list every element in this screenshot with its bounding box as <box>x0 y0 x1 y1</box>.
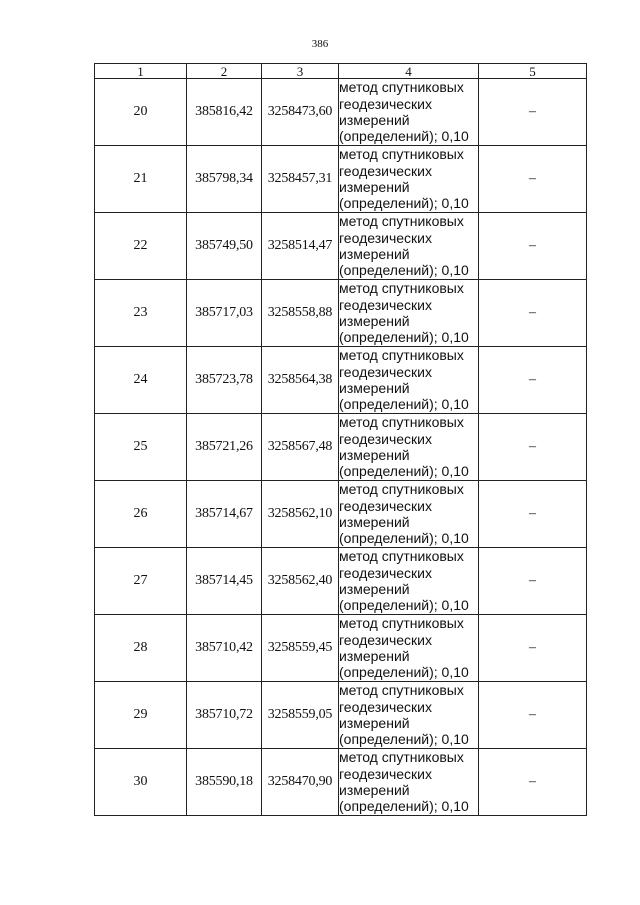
method-cell <box>339 615 479 682</box>
column-5-cell: – <box>479 213 587 280</box>
x-coordinate-cell: 385710,72 <box>187 682 262 749</box>
column-5-cell: – <box>479 280 587 347</box>
method-line: (определений); 0,10 <box>339 731 469 748</box>
method-line: метод спутниковых <box>339 548 464 565</box>
method-line: (определений); 0,10 <box>339 128 469 145</box>
y-coordinate-cell: 3258559,05 <box>262 682 339 749</box>
column-5-cell: – <box>479 481 587 548</box>
y-coordinate-cell: 3258558,88 <box>262 280 339 347</box>
y-coordinate-cell: 3258559,45 <box>262 615 339 682</box>
point-number-cell: 26 <box>95 481 187 548</box>
method-line: измерений <box>339 648 410 664</box>
x-coordinate-cell: 385714,45 <box>187 548 262 615</box>
table-row <box>95 280 587 347</box>
method-line: (определений); 0,10 <box>339 329 469 346</box>
method-line: измерений <box>339 112 410 128</box>
method-cell <box>339 481 479 548</box>
method-line: измерений <box>339 447 410 463</box>
method-cell <box>339 548 479 615</box>
point-number-cell: 22 <box>95 213 187 280</box>
method-line: измерений <box>339 380 410 396</box>
column-5-cell: – <box>479 548 587 615</box>
method-line: метод спутниковых <box>339 280 464 297</box>
method-line: метод спутниковых <box>339 79 464 96</box>
point-number-cell: 23 <box>95 280 187 347</box>
column-header-3: 3 <box>262 64 339 79</box>
column-5-cell: – <box>479 146 587 213</box>
x-coordinate-cell: 385710,42 <box>187 615 262 682</box>
method-line: геодезических <box>339 430 432 447</box>
method-line: геодезических <box>339 229 432 246</box>
method-line: геодезических <box>339 363 432 380</box>
x-coordinate-cell: 385723,78 <box>187 347 262 414</box>
x-coordinate-cell: 385816,42 <box>187 79 262 146</box>
x-coordinate-cell: 385717,03 <box>187 280 262 347</box>
page-number: 386 <box>311 38 329 50</box>
table-row <box>95 749 587 816</box>
method-cell <box>339 213 479 280</box>
method-line: измерений <box>339 715 410 731</box>
method-line: измерений <box>339 782 410 798</box>
column-header-2: 2 <box>187 64 262 79</box>
y-coordinate-cell: 3258562,10 <box>262 481 339 548</box>
method-line: геодезических <box>339 631 432 648</box>
table-row <box>95 213 587 280</box>
column-5-cell: – <box>479 615 587 682</box>
point-number-cell: 28 <box>95 615 187 682</box>
method-cell <box>339 146 479 213</box>
method-cell <box>339 347 479 414</box>
method-line: (определений); 0,10 <box>339 664 469 681</box>
x-coordinate-cell: 385714,67 <box>187 481 262 548</box>
method-line: метод спутниковых <box>339 213 464 230</box>
y-coordinate-cell: 3258567,48 <box>262 414 339 481</box>
method-line: (определений); 0,10 <box>339 530 469 547</box>
method-line: (определений); 0,10 <box>339 798 469 815</box>
method-line: измерений <box>339 246 410 262</box>
y-coordinate-cell: 3258562,40 <box>262 548 339 615</box>
x-coordinate-cell: 385590,18 <box>187 749 262 816</box>
method-cell <box>339 79 479 146</box>
method-cell <box>339 414 479 481</box>
method-line: метод спутниковых <box>339 615 464 632</box>
point-number-cell: 20 <box>95 79 187 146</box>
y-coordinate-cell: 3258457,31 <box>262 146 339 213</box>
method-line: метод спутниковых <box>339 347 464 364</box>
coordinates-table <box>94 63 587 816</box>
column-5-cell: – <box>479 414 587 481</box>
x-coordinate-cell: 385798,34 <box>187 146 262 213</box>
method-line: метод спутниковых <box>339 414 464 431</box>
table-row <box>95 79 587 146</box>
method-line: геодезических <box>339 564 432 581</box>
point-number-cell: 27 <box>95 548 187 615</box>
method-line: метод спутниковых <box>339 146 464 163</box>
y-coordinate-cell: 3258473,60 <box>262 79 339 146</box>
method-line: метод спутниковых <box>339 481 464 498</box>
table-row <box>95 481 587 548</box>
method-line: метод спутниковых <box>339 682 464 699</box>
method-line: (определений); 0,10 <box>339 262 469 279</box>
method-line: (определений); 0,10 <box>339 597 469 614</box>
method-line: геодезических <box>339 497 432 514</box>
point-number-cell: 30 <box>95 749 187 816</box>
method-line: геодезических <box>339 95 432 112</box>
method-line: геодезических <box>339 765 432 782</box>
y-coordinate-cell: 3258564,38 <box>262 347 339 414</box>
table-row <box>95 146 587 213</box>
column-5-cell: – <box>479 749 587 816</box>
column-header-5: 5 <box>479 64 587 79</box>
method-line: измерений <box>339 313 410 329</box>
point-number-cell: 29 <box>95 682 187 749</box>
method-line: геодезических <box>339 162 432 179</box>
method-line: (определений); 0,10 <box>339 195 469 212</box>
table-header-row <box>95 64 587 79</box>
method-cell <box>339 280 479 347</box>
column-5-cell: – <box>479 79 587 146</box>
point-number-cell: 25 <box>95 414 187 481</box>
y-coordinate-cell: 3258514,47 <box>262 213 339 280</box>
method-line: метод спутниковых <box>339 749 464 766</box>
x-coordinate-cell: 385721,26 <box>187 414 262 481</box>
column-5-cell: – <box>479 347 587 414</box>
point-number-cell: 24 <box>95 347 187 414</box>
method-cell <box>339 682 479 749</box>
table-row <box>95 615 587 682</box>
method-cell <box>339 749 479 816</box>
table-row <box>95 682 587 749</box>
y-coordinate-cell: 3258470,90 <box>262 749 339 816</box>
method-line: геодезических <box>339 296 432 313</box>
method-line: (определений); 0,10 <box>339 463 469 480</box>
column-header-1: 1 <box>95 64 187 79</box>
point-number-cell: 21 <box>95 146 187 213</box>
table-row <box>95 414 587 481</box>
method-line: измерений <box>339 179 410 195</box>
table-body <box>95 79 587 816</box>
method-line: измерений <box>339 514 410 530</box>
method-line: (определений); 0,10 <box>339 396 469 413</box>
x-coordinate-cell: 385749,50 <box>187 213 262 280</box>
column-5-cell: – <box>479 682 587 749</box>
method-line: измерений <box>339 581 410 597</box>
column-header-4: 4 <box>339 64 479 79</box>
table-row <box>95 347 587 414</box>
table-row <box>95 548 587 615</box>
method-line: геодезических <box>339 698 432 715</box>
